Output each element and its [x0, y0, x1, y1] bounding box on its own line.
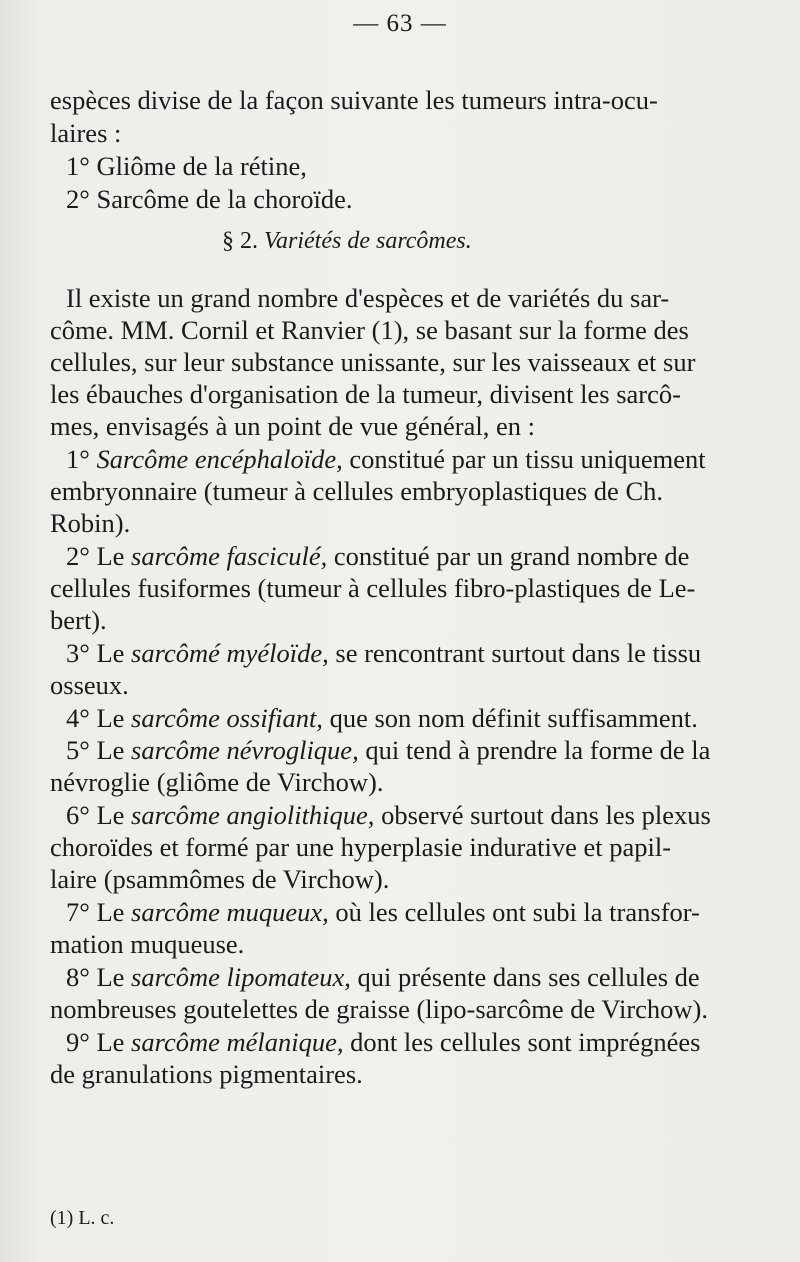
text-line: nombreuses goutelettes de graisse (lipo-sarcôme de Virchow).	[50, 994, 709, 1024]
text-line: mation muqueuse.	[50, 929, 245, 959]
list-item: 4° Le sarcôme ossifiant, que son nom définit suffisamment.	[66, 703, 698, 733]
list-item: 5° Le sarcôme névroglique, qui tend à prendre la forme de la	[66, 735, 711, 765]
text-line: cellules fusiformes (tumeur à cellules fibro-plastiques de Le-	[50, 573, 696, 603]
text-line: espèces divise de la façon suivante les tumeurs intra-ocu-	[50, 85, 658, 115]
footnote: (1) L. c.	[50, 1207, 115, 1229]
text-line: de granulations pigmentaires.	[50, 1059, 363, 1089]
text-line: laires :	[50, 118, 122, 148]
text-line: bert).	[50, 605, 107, 635]
list-item: 7° Le sarcôme muqueux, où les cellules ont subi la transfor-	[66, 897, 700, 927]
section-heading: § 2. Variétés de sarcômes.	[222, 228, 472, 254]
list-item: 2° Sarcôme de la choroïde.	[66, 184, 353, 214]
text-line: osseux.	[50, 670, 129, 700]
list-item: 6° Le sarcôme angiolithique, observé surtout dans les plexus	[66, 800, 711, 830]
list-item: 1° Gliôme de la rétine,	[66, 151, 307, 181]
text-line: les ébauches d'organisation de la tumeur, divisent les sarcô-	[50, 379, 681, 409]
list-item: 3° Le sarcômé myéloïde, se rencontrant surtout dans le tissu	[66, 638, 702, 668]
page-number: — 63 —	[353, 10, 447, 37]
text-line: névroglie (gliôme de Virchow).	[50, 767, 384, 797]
list-item: 2° Le sarcôme fasciculé, constitué par un grand nombre de	[66, 541, 690, 571]
text-line: côme. MM. Cornil et Ranvier (1), se basant sur la forme des	[50, 315, 689, 345]
text-line: cellules, sur leur substance unissante, sur les vaisseaux et sur	[50, 347, 696, 377]
text-line: choroïdes et formé par une hyperplasie indurative et papil-	[50, 832, 672, 862]
text-line: mes, envisagés à un point de vue général, en :	[50, 411, 535, 441]
list-item: 1° Sarcôme encéphaloïde, constitué par un tissu uniquement	[66, 444, 706, 474]
text-line: embryonnaire (tumeur à cellules embryoplastiques de Ch.	[50, 476, 663, 506]
list-item: 9° Le sarcôme mélanique, dont les cellules sont imprégnées	[66, 1027, 701, 1057]
text-line: laire (psammômes de Virchow).	[50, 864, 390, 894]
text-line: Il existe un grand nombre d'espèces et de variétés du sar-	[66, 283, 670, 313]
list-item: 8° Le sarcôme lipomateux, qui présente dans ses cellules de	[66, 962, 700, 992]
text-line: Robin).	[50, 508, 131, 538]
